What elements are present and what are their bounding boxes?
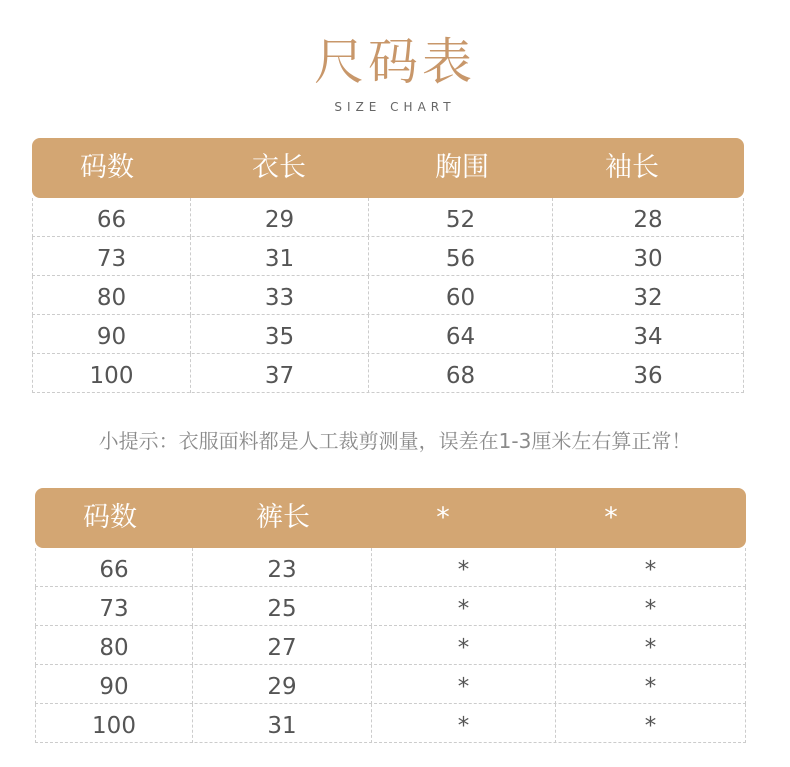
cell-chest: 56	[368, 237, 552, 276]
table-row	[35, 665, 746, 704]
cell-size: 66	[35, 548, 192, 587]
cell-size: 73	[32, 237, 190, 276]
cell-sleeve: 28	[552, 198, 744, 237]
cell-size: 80	[35, 626, 192, 665]
page-title: 尺码表	[314, 33, 476, 91]
size-table-bottom	[35, 488, 746, 743]
table-row	[32, 315, 744, 354]
cell-size: 100	[35, 704, 192, 743]
cell-col4: *	[555, 548, 746, 587]
cell-col4: *	[555, 665, 746, 704]
cell-size: 80	[32, 276, 190, 315]
table-body	[35, 548, 746, 743]
table-header	[35, 488, 746, 548]
table-row	[35, 704, 746, 743]
cell-col3: *	[371, 665, 555, 704]
header-col4: *	[604, 502, 618, 533]
cell-sleeve: 34	[552, 315, 744, 354]
cell-chest: 52	[368, 198, 552, 237]
header-col3: *	[436, 502, 450, 533]
cell-chest: 64	[368, 315, 552, 354]
cell-length: 35	[190, 315, 368, 354]
cell-pants-length: 23	[192, 548, 371, 587]
cell-col3: *	[371, 587, 555, 626]
table-row	[35, 587, 746, 626]
cell-col4: *	[555, 626, 746, 665]
cell-length: 37	[190, 354, 368, 393]
header-chest: 胸围	[435, 152, 489, 183]
cell-chest: 68	[368, 354, 552, 393]
cell-sleeve: 36	[552, 354, 744, 393]
cell-size: 66	[32, 198, 190, 237]
header-length: 衣长	[252, 152, 306, 183]
table-row	[35, 626, 746, 665]
table-row	[32, 237, 744, 276]
cell-size: 100	[32, 354, 190, 393]
measurement-tip: 小提示：衣服面料都是人工裁剪测量，误差在1-3厘米左右算正常！	[98, 429, 692, 453]
cell-sleeve: 30	[552, 237, 744, 276]
cell-length: 29	[190, 198, 368, 237]
table-row	[35, 548, 746, 587]
cell-pants-length: 25	[192, 587, 371, 626]
cell-sleeve: 32	[552, 276, 744, 315]
table-row	[32, 276, 744, 315]
cell-length: 33	[190, 276, 368, 315]
cell-pants-length: 29	[192, 665, 371, 704]
table-body	[32, 198, 744, 393]
cell-col4: *	[555, 587, 746, 626]
page-subtitle: SIZE CHART	[334, 100, 456, 114]
cell-col3: *	[371, 548, 555, 587]
cell-size: 90	[35, 665, 192, 704]
table-row	[32, 354, 744, 393]
cell-col4: *	[555, 704, 746, 743]
cell-size: 90	[32, 315, 190, 354]
cell-col3: *	[371, 626, 555, 665]
header-pants-length: 裤长	[256, 502, 310, 533]
cell-pants-length: 27	[192, 626, 371, 665]
cell-size: 73	[35, 587, 192, 626]
cell-col3: *	[371, 704, 555, 743]
header-size: 码数	[80, 152, 134, 183]
table-header	[32, 138, 744, 198]
header-size: 码数	[83, 502, 137, 533]
cell-chest: 60	[368, 276, 552, 315]
table-row	[32, 198, 744, 237]
cell-length: 31	[190, 237, 368, 276]
header-sleeve: 袖长	[605, 152, 659, 183]
cell-pants-length: 31	[192, 704, 371, 743]
size-table-top	[32, 138, 744, 393]
